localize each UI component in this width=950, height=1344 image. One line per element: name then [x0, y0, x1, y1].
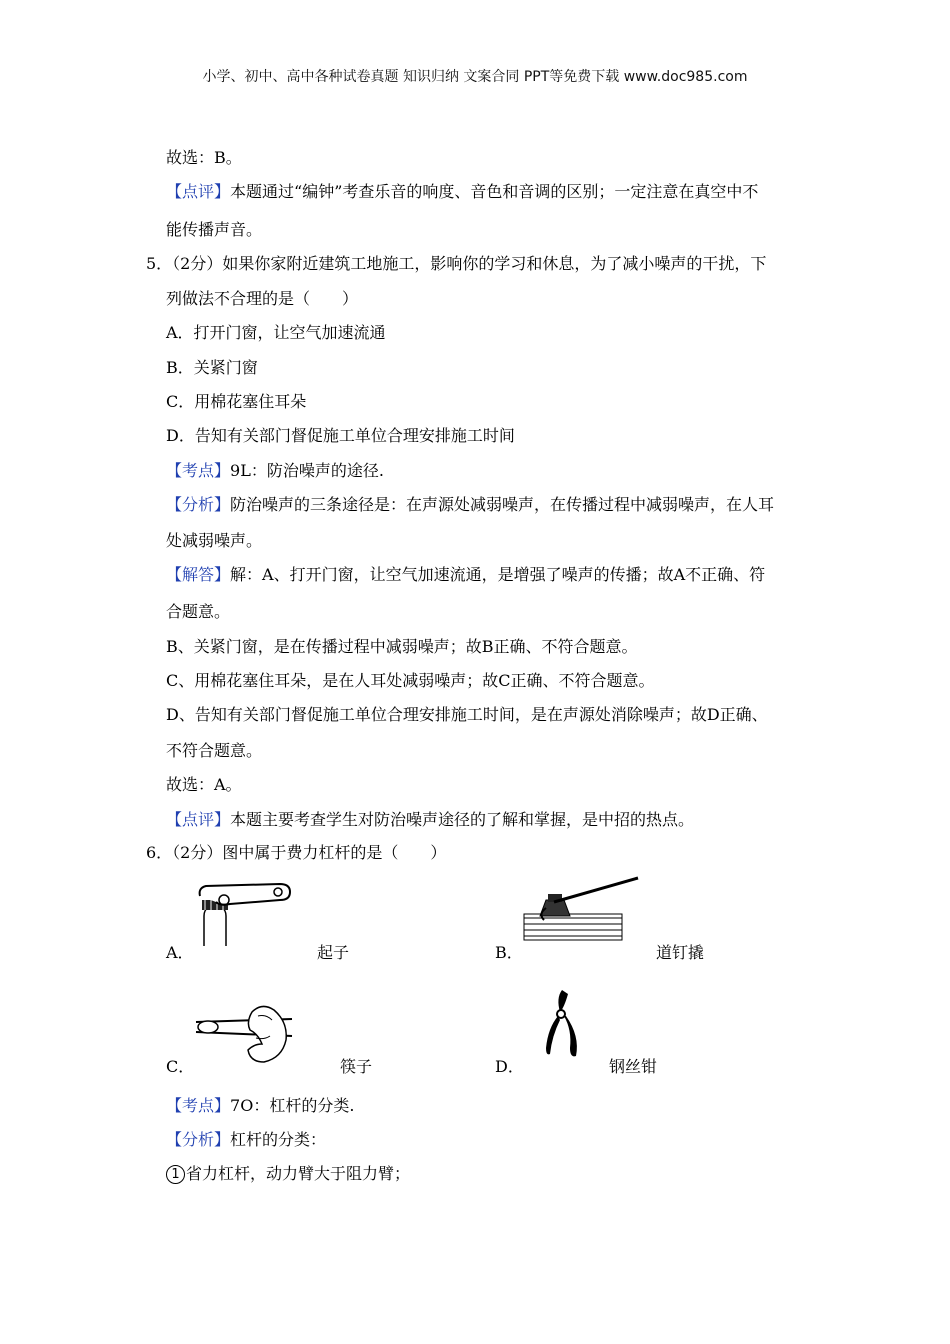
- q6-fenxi: [166, 1130, 326, 1150]
- q5-fenxi-text: 防治噪声的三条途径是：在声源处减弱噪声，在传播过程中减弱噪声，在人耳: [230, 495, 775, 514]
- q5-comment-text: 本题主要考查学生对防治噪声途径的了解和掌握，是中招的热点。: [230, 810, 695, 829]
- q4-comment: [166, 182, 758, 202]
- page-header: 小学、初中、高中各种试卷真题 知识归纳 文案合同 PPT等免费下载 www.doc985.com: [202, 69, 748, 85]
- q5-jieda-text: 解：A、打开门窗，让空气加速流通，是增强了噪声的传播；故A不正确、符: [230, 565, 766, 584]
- q5-stem: 5．（2分）如果你家附近建筑工地施工，影响你的学习和休息，为了减小噪声的干扰，下: [146, 254, 767, 273]
- q5-option-a: A．打开门窗，让空气加速流通: [166, 323, 386, 342]
- q5-jieda-d-cont: 不符合题意。: [166, 741, 263, 760]
- pliers-icon: [536, 986, 584, 1062]
- q5-jieda-b: B、关紧门窗，是在传播过程中减弱噪声；故B正确、不符合题意。: [166, 637, 638, 656]
- jieda-tag: 【解答】: [166, 565, 231, 584]
- q6-fenxi-text: 杠杆的分类：: [230, 1130, 327, 1149]
- q5-jieda: [166, 565, 765, 585]
- fenxi-tag: 【分析】: [166, 495, 231, 514]
- spike-crowbar-icon: [518, 874, 643, 944]
- kaodian-tag: 【考点】: [166, 461, 231, 480]
- q6-option-c-label: 筷子: [340, 1057, 373, 1076]
- kaodian-tag: 【考点】: [166, 1096, 231, 1115]
- q6-option-d-letter: D．: [495, 1057, 524, 1076]
- comment-tag: 【点评】: [166, 182, 231, 201]
- q6-kaodian: [166, 1096, 354, 1116]
- item-number: 1: [166, 1165, 185, 1184]
- q5-kaodian-text: 9L：防治噪声的途径.: [230, 461, 384, 480]
- q5-jieda-cont: 合题意。: [166, 602, 231, 621]
- q6-option-b-label: 道钉撬: [656, 943, 705, 962]
- q6-item-1: [166, 1164, 410, 1184]
- q5-comment: [166, 810, 694, 830]
- q5-fenxi: [166, 495, 774, 515]
- comment-tag: 【点评】: [166, 810, 231, 829]
- q5-option-b: B．关紧门窗: [166, 358, 258, 377]
- q6-option-a-letter: A．: [166, 943, 194, 962]
- q5-jieda-c: C、用棉花塞住耳朵，是在人耳处减弱噪声；故C正确、不符合题意。: [166, 671, 655, 690]
- q5-option-d: D．告知有关部门督促施工单位合理安排施工时间: [166, 426, 515, 445]
- q6-option-c-letter: C．: [166, 1057, 195, 1076]
- q5-stem-cont: 列做法不合理的是（ ）: [166, 289, 359, 308]
- q6-option-d-label: 钢丝钳: [609, 1057, 658, 1076]
- q6-option-a-label: 起子: [317, 943, 350, 962]
- q5-answer: 故选：A。: [166, 775, 242, 794]
- q6-stem: 6．（2分）图中属于费力杠杆的是（ ）: [146, 843, 447, 862]
- q4-answer: 故选：B。: [166, 148, 242, 167]
- q5-fenxi-cont: 处减弱噪声。: [166, 531, 263, 550]
- q4-comment-text: 本题通过“编钟”考查乐音的响度、音色和音调的区别；一定注意在真空中不: [230, 182, 759, 201]
- chopsticks-icon: [192, 992, 302, 1070]
- bottle-opener-icon: [190, 876, 300, 948]
- q5-jieda-d: D、告知有关部门督促施工单位合理安排施工时间，是在声源处消除噪声；故D正确、: [166, 705, 768, 724]
- q6-option-b-letter: B．: [495, 943, 523, 962]
- q5-option-c: C．用棉花塞住耳朵: [166, 392, 307, 411]
- fenxi-tag: 【分析】: [166, 1130, 231, 1149]
- q4-comment-cont: 能传播声音。: [166, 220, 263, 239]
- q6-kaodian-text: 7O：杠杆的分类.: [230, 1096, 355, 1115]
- q5-kaodian: [166, 461, 384, 481]
- q6-item-1-text: 省力杠杆，动力臂大于阻力臂；: [186, 1164, 411, 1183]
